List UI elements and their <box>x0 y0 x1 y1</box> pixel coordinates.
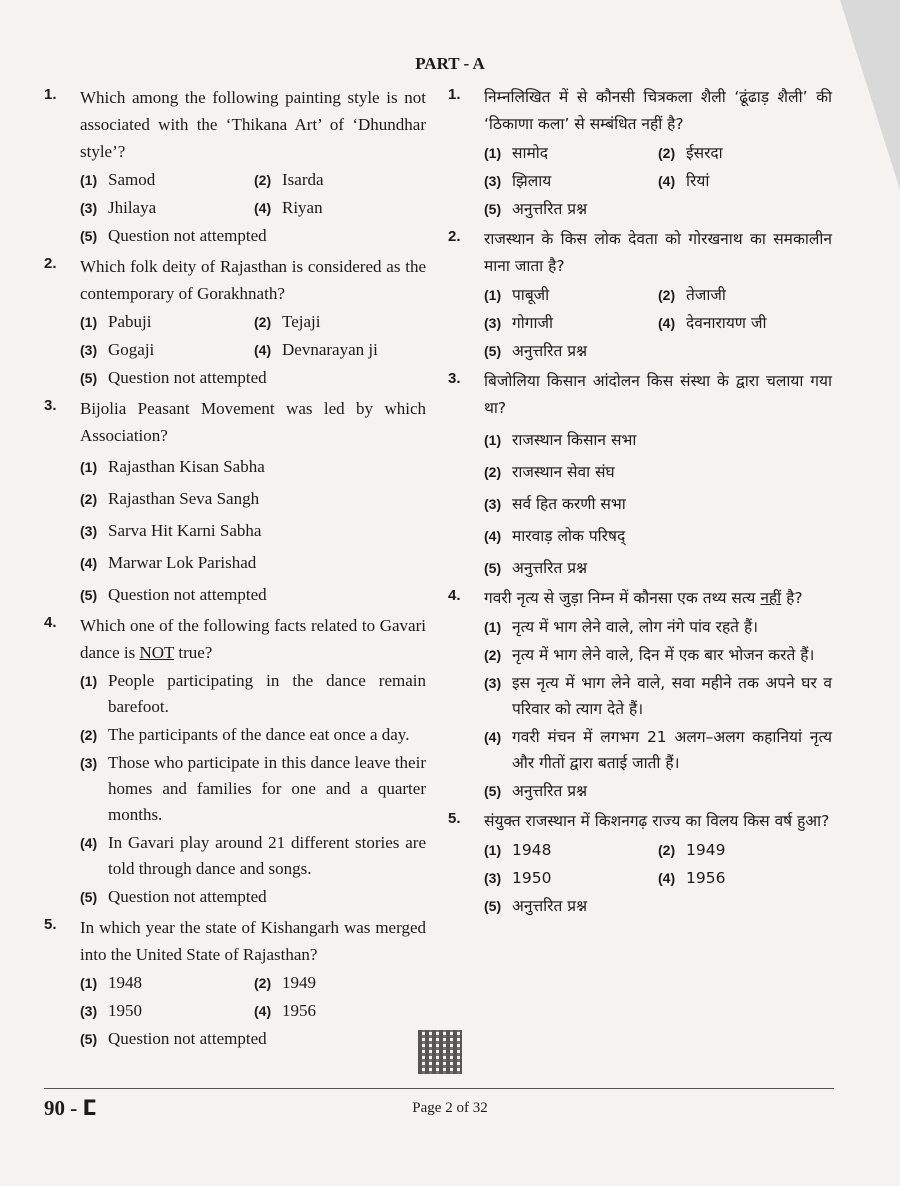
option-text: The participants of the dance eat once a day. <box>108 725 410 744</box>
option-1 <box>484 427 832 453</box>
option-number: (3) <box>80 342 98 358</box>
option-number: (2) <box>658 287 676 303</box>
option-number: (4) <box>484 528 502 544</box>
option-text: 1948 <box>108 973 142 992</box>
option-number: (4) <box>254 1003 272 1019</box>
option-5 <box>484 338 832 364</box>
option-number: (3) <box>484 173 502 189</box>
question-text: Bijolia Peasant Movement was led by which Association? <box>80 399 426 445</box>
question-3-en <box>44 395 426 608</box>
question-text-emphasis: NOT <box>139 643 175 662</box>
question-4-hi <box>448 585 832 804</box>
question-text <box>80 612 426 666</box>
question-1-hi <box>448 84 832 222</box>
option-text: रियां <box>686 172 710 190</box>
option-1 <box>484 282 658 308</box>
option-text: Rajasthan Kisan Sabha <box>108 457 265 476</box>
option-text: Question not attempted <box>108 585 267 604</box>
option-2 <box>80 486 426 512</box>
question-number: 1. <box>448 86 461 103</box>
booklet-code-text: 90 - <box>44 1096 83 1120</box>
option-number: (5) <box>80 587 98 603</box>
option-number: (3) <box>80 523 98 539</box>
option-text: अनुत्तरित प्रश्न <box>512 782 588 800</box>
page-indicator: Page 2 of 32 <box>412 1100 488 1116</box>
option-text: Riyan <box>282 198 323 217</box>
option-number: (2) <box>484 464 502 480</box>
option-text: राजस्थान सेवा संघ <box>512 463 615 481</box>
option-text: इस नृत्य में भाग लेने वाले, सवा महीने तक अपने घर व परिवार को त्याग देते हैं। <box>512 674 832 718</box>
option-text: 1956 <box>686 869 726 887</box>
option-text: सर्व हित करणी सभा <box>512 495 626 513</box>
option-4 <box>254 337 426 363</box>
option-number: (1) <box>80 314 98 330</box>
question-2-en <box>44 253 426 391</box>
option-3 <box>484 865 658 891</box>
option-number: (5) <box>484 343 502 359</box>
option-2 <box>658 282 832 308</box>
option-number: (5) <box>484 783 502 799</box>
question-text: Which among the following painting style is not associated with the ‘Thikana Art’ of ‘Dhundhar style’? <box>80 88 426 161</box>
option-text: 1950 <box>512 869 552 887</box>
question-number: 1. <box>44 86 57 103</box>
option-number: (2) <box>658 842 676 858</box>
question-number: 2. <box>44 255 57 272</box>
question-text: Which folk deity of Rajasthan is considered as the contemporary of Gorakhnath? <box>80 257 426 303</box>
option-number: (2) <box>254 172 272 188</box>
option-1 <box>80 970 254 996</box>
option-text: 1950 <box>108 1001 142 1020</box>
option-number: (2) <box>658 145 676 161</box>
option-5 <box>484 196 832 222</box>
question-text-part: Which one of the following facts related to Gavari dance is <box>80 616 426 662</box>
option-3 <box>80 998 254 1024</box>
option-3 <box>80 518 426 544</box>
option-text: 1956 <box>282 1001 316 1020</box>
question-number: 3. <box>448 370 461 387</box>
part-title: PART - A <box>415 54 485 73</box>
option-1 <box>484 140 658 166</box>
option-5 <box>80 1026 426 1052</box>
option-text: Jhilaya <box>108 198 157 217</box>
question-2-hi <box>448 226 832 364</box>
option-number: (5) <box>80 1031 98 1047</box>
option-4 <box>254 998 426 1024</box>
option-number: (5) <box>484 560 502 576</box>
option-number: (1) <box>484 287 502 303</box>
question-number: 2. <box>448 228 461 245</box>
option-text: ईसरदा <box>686 144 723 162</box>
question-text <box>484 585 832 612</box>
option-3 <box>80 750 426 828</box>
option-text: अनुत्तरित प्रश्न <box>512 342 588 360</box>
option-text: People participating in the dance remain barefoot. <box>108 671 426 716</box>
question-text: निम्नलिखित में से कौनसी चित्रकला शैली ‘ढूंढाड़ शैली’ की ‘ठिकाणा कला’ से सम्बंधित नहीं है? <box>484 88 832 133</box>
option-text: Devnarayan ji <box>282 340 378 359</box>
option-number: (4) <box>80 835 98 851</box>
option-text: अनुत्तरित प्रश्न <box>512 200 588 218</box>
question-4-en <box>44 612 426 910</box>
option-5 <box>80 884 426 910</box>
option-text: 1949 <box>282 973 316 992</box>
option-5 <box>484 555 832 581</box>
option-3 <box>484 310 658 336</box>
option-number: (3) <box>484 496 502 512</box>
option-text: Sarva Hit Karni Sabha <box>108 521 262 540</box>
option-2 <box>254 167 426 193</box>
options-grid <box>484 138 832 194</box>
option-4 <box>658 865 832 891</box>
question-5-hi <box>448 808 832 919</box>
option-text: सामोद <box>512 144 549 162</box>
option-1 <box>80 167 254 193</box>
option-text: Gogaji <box>108 340 155 359</box>
option-5 <box>80 582 426 608</box>
option-3 <box>484 491 832 517</box>
option-number: (3) <box>484 675 502 691</box>
option-number: (1) <box>80 975 98 991</box>
option-number: (2) <box>254 975 272 991</box>
option-text: Tejaji <box>282 312 321 331</box>
option-number: (5) <box>484 898 502 914</box>
english-column <box>44 84 426 1052</box>
option-text: तेजाजी <box>686 286 726 304</box>
options-grid <box>484 280 832 336</box>
option-text: गवरी मंचन में लगभग 21 अलग–अलग कहानियां नृत्य और गीतों द्वारा बताई जाती हैं। <box>512 728 832 772</box>
option-3 <box>80 337 254 363</box>
question-5-en <box>44 914 426 1052</box>
option-number: (1) <box>484 619 502 635</box>
option-number: (4) <box>80 555 98 571</box>
option-2 <box>254 309 426 335</box>
option-text: नृत्य में भाग लेने वाले, दिन में एक बार भोजन करते हैं। <box>512 646 815 664</box>
question-text-emphasis: नहीं <box>760 589 782 607</box>
option-1 <box>80 668 426 720</box>
option-text: Question not attempted <box>108 226 267 245</box>
option-5 <box>484 778 832 804</box>
option-number: (1) <box>80 673 98 689</box>
question-text-part: true? <box>174 643 213 662</box>
question-text: संयुक्त राजस्थान में किशनगढ़ राज्य का विलय किस वर्ष हुआ? <box>484 812 830 830</box>
question-number: 3. <box>44 397 57 414</box>
option-4 <box>484 523 832 549</box>
option-5 <box>484 893 832 919</box>
option-4 <box>80 550 426 576</box>
option-text: Question not attempted <box>108 368 267 387</box>
option-text: Pabuji <box>108 312 152 331</box>
options-grid <box>80 307 426 363</box>
option-5 <box>80 223 426 249</box>
option-text: Question not attempted <box>108 887 267 906</box>
option-text: राजस्थान किसान सभा <box>512 431 637 449</box>
option-number: (4) <box>484 729 502 745</box>
option-number: (4) <box>658 315 676 331</box>
options-grid <box>484 835 832 891</box>
question-text-part: गवरी नृत्य से जुड़ा निम्न में कौनसा एक तथ्य सत्य <box>484 589 761 607</box>
page-corner-fold <box>840 0 900 190</box>
option-number: (1) <box>80 459 98 475</box>
option-text: In Gavari play around 21 different stories are told through dance and songs. <box>108 833 426 878</box>
option-number: (1) <box>484 842 502 858</box>
option-4 <box>658 310 832 336</box>
booklet-series-glyph: ⵎ <box>82 1096 97 1120</box>
option-number: (2) <box>484 647 502 663</box>
question-text: In which year the state of Kishangarh was merged into the United State of Rajasthan? <box>80 918 426 964</box>
option-2 <box>658 837 832 863</box>
option-text: मारवाड़ लोक परिषद् <box>512 527 626 545</box>
option-number: (1) <box>484 145 502 161</box>
option-number: (3) <box>484 870 502 886</box>
option-2 <box>658 140 832 166</box>
option-number: (3) <box>80 1003 98 1019</box>
option-text: Those who participate in this dance leave their homes and families for one and a quarter months. <box>108 753 426 824</box>
option-number: (5) <box>80 889 98 905</box>
option-2 <box>484 459 832 485</box>
option-1 <box>484 614 832 640</box>
option-text: झिलाय <box>512 172 552 190</box>
hindi-column <box>448 84 832 919</box>
option-text: Samod <box>108 170 156 189</box>
option-2 <box>484 642 832 668</box>
option-1 <box>80 309 254 335</box>
option-number: (2) <box>80 491 98 507</box>
option-text: Question not attempted <box>108 1029 267 1048</box>
option-text: नृत्य में भाग लेने वाले, लोग नंगे पांव रहते हैं। <box>512 618 759 636</box>
option-4 <box>80 830 426 882</box>
option-text: अनुत्तरित प्रश्न <box>512 559 588 577</box>
option-4 <box>658 168 832 194</box>
option-number: (4) <box>658 870 676 886</box>
option-5 <box>80 365 426 391</box>
question-number: 4. <box>448 587 461 604</box>
option-text: Marwar Lok Parishad <box>108 553 257 572</box>
question-number: 5. <box>44 916 57 933</box>
question-text: बिजोलिया किसान आंदोलन किस संस्था के द्वारा चलाया गया था? <box>484 372 832 417</box>
option-text: अनुत्तरित प्रश्न <box>512 897 588 915</box>
option-number: (4) <box>254 200 272 216</box>
option-3 <box>484 168 658 194</box>
option-2 <box>254 970 426 996</box>
option-text: 1948 <box>512 841 552 859</box>
option-4 <box>484 724 832 776</box>
option-number: (4) <box>254 342 272 358</box>
option-number: (5) <box>80 370 98 386</box>
option-2 <box>80 722 426 748</box>
question-text: राजस्थान के किस लोक देवता को गोरखनाथ का समकालीन माना जाता है? <box>484 230 832 275</box>
option-text: Isarda <box>282 170 324 189</box>
option-text: 1949 <box>686 841 726 859</box>
options-grid <box>80 165 426 221</box>
option-text: पाबूजी <box>512 286 550 304</box>
question-3-hi <box>448 368 832 581</box>
question-text-part: है? <box>781 589 803 607</box>
option-number: (2) <box>254 314 272 330</box>
option-number: (4) <box>658 173 676 189</box>
option-3 <box>484 670 832 722</box>
question-number: 5. <box>448 810 461 827</box>
option-number: (5) <box>80 228 98 244</box>
option-1 <box>80 454 426 480</box>
option-4 <box>254 195 426 221</box>
option-number: (1) <box>484 432 502 448</box>
option-number: (1) <box>80 172 98 188</box>
option-text: देवनारायण जी <box>686 314 767 332</box>
option-number: (3) <box>80 755 98 771</box>
option-text: गोगाजी <box>512 314 553 332</box>
option-number: (2) <box>80 727 98 743</box>
option-text: Rajasthan Seva Sangh <box>108 489 260 508</box>
options-grid <box>80 968 426 1024</box>
qr-code-icon <box>418 1030 462 1074</box>
option-number: (3) <box>484 315 502 331</box>
option-number: (3) <box>80 200 98 216</box>
question-number: 4. <box>44 614 57 631</box>
option-3 <box>80 195 254 221</box>
option-1 <box>484 837 658 863</box>
footer-divider <box>44 1088 834 1089</box>
option-number: (5) <box>484 201 502 217</box>
question-1-en <box>44 84 426 249</box>
